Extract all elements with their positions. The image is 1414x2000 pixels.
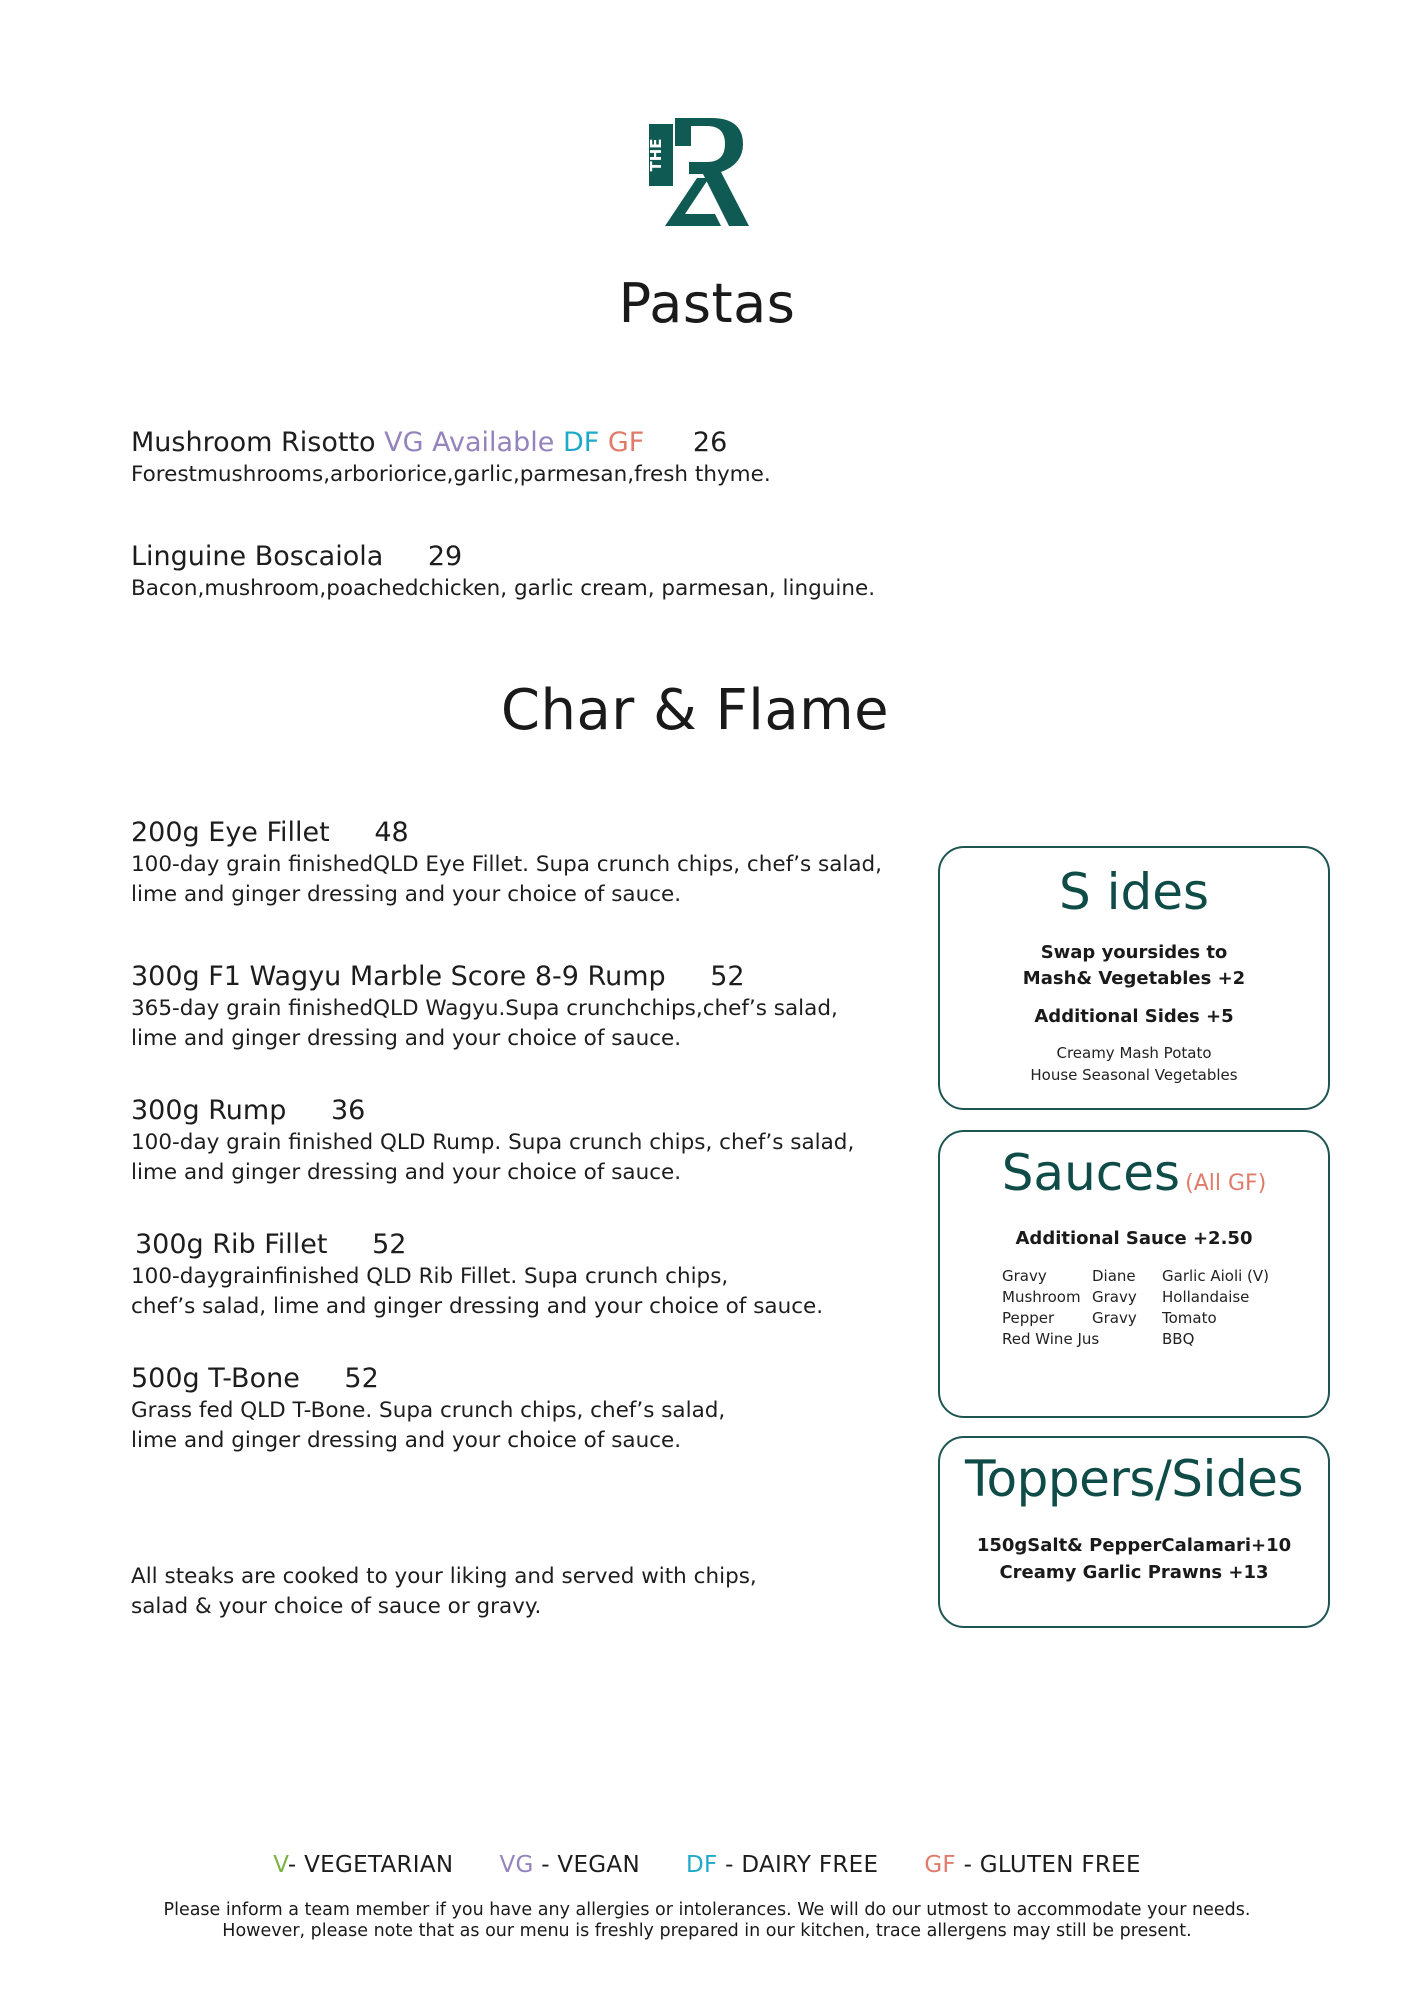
sauce-column-3: Garlic Aioli (V) Hollandaise Tomato BBQ xyxy=(1162,1267,1270,1348)
menu-item-eye-fillet xyxy=(131,816,882,910)
item-price: 36 xyxy=(330,1095,366,1126)
item-price: 29 xyxy=(427,541,463,572)
item-description: Grass fed QLD T-Bone. Supa crunch chips, chef’s salad, lime and ginger dressing and your choice of sauce. xyxy=(131,1398,726,1453)
legend-vg-text: - VEGAN xyxy=(533,1852,640,1878)
sides-panel xyxy=(938,846,1330,1110)
item-price: 52 xyxy=(710,961,745,992)
svg-text:THE: THE xyxy=(647,138,665,172)
legend-v-text: - VEGETARIAN xyxy=(287,1852,454,1878)
item-price: 52 xyxy=(344,1363,379,1394)
sides-swap: Swap yoursides to Mash& Vegetables +2 xyxy=(1022,942,1246,989)
item-price: 52 xyxy=(372,1229,407,1260)
menu-item-rump xyxy=(131,1094,854,1188)
legend-df-text: - DAIRY FREE xyxy=(717,1852,879,1878)
item-name: 300g F1 Wagyu Marble Score 8-9 Rump xyxy=(131,961,666,992)
item-description: 100-day grain finishedQLD Eye Fillet. Supa crunch chips, chef’s salad, lime and ginger dressing and your choice of sauce. xyxy=(131,852,883,907)
menu-item-rib-fillet xyxy=(131,1228,823,1322)
item-name: 300g Rump xyxy=(131,1095,287,1126)
legend-gf-text: - GLUTEN FREE xyxy=(955,1852,1141,1878)
sauce-column-2: Diane Gravy Gravy xyxy=(1092,1267,1137,1327)
item-price: 48 xyxy=(374,817,409,848)
gf-tag: GF xyxy=(607,427,645,458)
menu-item-t-bone xyxy=(131,1362,725,1456)
item-price: 26 xyxy=(692,427,728,458)
menu-item-wagyu-rump xyxy=(131,960,838,1054)
item-name: 300g Rib Fillet xyxy=(135,1229,328,1260)
menu-item-linguine-boscaiola xyxy=(131,540,875,604)
sauces-panel xyxy=(938,1130,1330,1418)
df-tag: DF xyxy=(562,427,600,458)
sides-options: Creamy Mash Potato House Seasonal Vegetables xyxy=(1030,1044,1238,1084)
sauces-gf-note: (All GF) xyxy=(1185,1171,1267,1196)
sides-title: S ides xyxy=(1058,863,1210,921)
legend-gf: GF xyxy=(924,1852,956,1878)
item-description: 100-day grain finished QLD Rump. Supa crunch chips, chef’s salad, lime and ginger dressing and your choice of sauce. xyxy=(131,1130,855,1185)
allergy-disclaimer: Please inform a team member if you have any allergies or intolerances. We will do our utmost to accommodate your needs. However, please note that as our menu is freshly prepared in our kitchen, trace allergens may still be present. xyxy=(163,1900,1251,1941)
restaurant-logo xyxy=(645,118,771,226)
legend-vg: VG xyxy=(499,1852,534,1878)
toppers-title: Toppers/Sides xyxy=(964,1450,1303,1508)
legend-df: DF xyxy=(685,1852,718,1878)
menu-item-mushroom-risotto xyxy=(131,426,771,490)
toppers-items: 150gSalt& PepperCalamari+10 Creamy Garlic Prawns +13 xyxy=(976,1535,1292,1583)
item-name: Linguine Boscaiola xyxy=(131,541,384,572)
toppers-panel xyxy=(938,1436,1330,1628)
item-name: 200g Eye Fillet xyxy=(131,817,330,848)
char-flame-heading: Char & Flame xyxy=(500,678,890,743)
item-description: 365-day grain finishedQLD Wagyu.Supa crunchchips,chef’s salad, lime and ginger dressing and your choice of sauce. xyxy=(131,996,838,1051)
sides-additional: Additional Sides +5 xyxy=(1034,1006,1234,1027)
item-name: 500g T-Bone xyxy=(131,1363,300,1394)
pastas-heading: Pastas xyxy=(618,272,796,335)
sauce-column-1: Gravy Mushroom Pepper Red Wine Jus xyxy=(1002,1267,1100,1348)
dietary-legend xyxy=(0,1852,1414,1878)
vg-tag: VG Available xyxy=(384,427,555,458)
item-description: Forestmushrooms,arboriorice,garlic,parmesan,fresh thyme. xyxy=(131,462,771,487)
legend-v: V xyxy=(273,1852,288,1878)
item-description: 100-daygrainfinished QLD Rib Fillet. Supa crunch chips, chef’s salad, lime and ginger dressing and your choice of sauce. xyxy=(131,1264,824,1319)
item-description: Bacon,mushroom,poachedchicken, garlic cream, parmesan, linguine. xyxy=(131,576,876,601)
sauces-title: Sauces xyxy=(1001,1144,1181,1202)
sauces-additional: Additional Sauce +2.50 xyxy=(1015,1228,1253,1249)
steak-note: All steaks are cooked to your liking and served with chips, salad & your choice of sauce or gravy. xyxy=(131,1564,757,1619)
item-name: Mushroom Risotto xyxy=(131,427,376,458)
